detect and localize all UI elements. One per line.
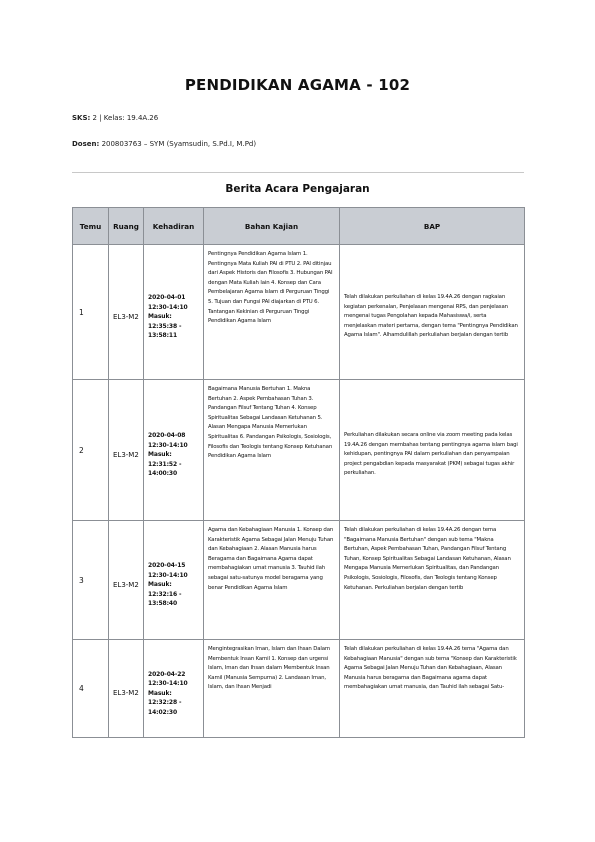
temu-cell: 2 [73,380,109,521]
table-row [73,640,525,738]
bahan-cell: Mengintegrasikan Iman, Islam dan Ihsan Dalam Membentuk Insan Kamil 1. Konsep dan urgensi Islam, Iman dan Ihsan dalam Membentuk Insan Kamil (Manusia Sempurna) 2. Landasan Iman, Islam, dan Ihsan Menjadi [204,640,340,738]
temu-cell: 3 [73,521,109,640]
kehadiran-cell: 2020-04-22 12:30-14:10 Masuk: 12:32:28 - 14:02:30 [144,640,204,738]
bap-cell: Perkuliahan dilakukan secara online via zoom meeting pada kelas 19.4A.26 dengan membahas tentang pentingnya agama islam bagi kehidupan, pentingnya PAI dalam perkuliahan dan penyampaian project pengabdian kepada masyarakat (PKM) sebagai tugas akhir perkuliahan. [340,380,525,521]
sks-line [72,114,158,122]
bahan-cell: Agama dan Kebahagiaan Manusia 1. Konsep dan Karakteristik Agama Sebagai Jalan Menuju Tuhan dan Kebahagiaan 2. Alasan Manusia harus Beragama dan Bagaimana Agama dapat membahagiakan umat manusia 3. Tauhid ilah sebagai satu-satunya model beragama yang benar Pendidikan Agama Islam [204,521,340,640]
table-row [73,380,525,521]
bap-cell: Telah dilakukan perkuliahan di kelas 19.4A.26 dengan ragkaian kegiatan perkenalan, Penjelasan mengenai RPS, dan penjelasan mengenai tugas Pengolahan kepada Mahasiswa/i, serta menjelaskan materi pertama, dengan tema "Pentingnya Pendidikan Agama Islam". Alhamdulillah perkuliahan berjalan dengan tertib [340,245,525,380]
dosen-value: 200803763 – SYM (Syamsudin, S.Pd.I, M.Pd) [101,140,257,148]
header-temu: Temu [73,208,109,245]
bahan-cell: Pentingnya Pendidikan Agama Islam 1. Pentingnya Mata Kuliah PAI di PTU 2. PAI ditinjau dari Aspek Historis dan Filosofis 3. Hubungan PAI dengan Mata Kuliah lain 4. Konsep dan Cara Pembelajaran Agama Islam di Perguruan Tinggi 5. Tujuan dan Fungsi PAI diajarkan di PTU 6. Tantangan Kekinian di Perguruan Tinggi Pendidikan Agama Islam [204,245,340,380]
dosen-line [72,140,256,148]
dosen-label: Dosen: [72,140,100,148]
sks-value: 2 | Kelas: 19.4A.26 [92,114,159,122]
header-kehadiran: Kehadiran [144,208,204,245]
kehadiran-cell: 2020-04-08 12:30-14:10 Masuk: 12:31:52 - 14:00:30 [144,380,204,521]
ruang-cell: EL3-M2 [109,245,144,380]
ruang-cell: EL3-M2 [109,380,144,521]
ruang-cell: EL3-M2 [109,521,144,640]
kehadiran-cell: 2020-04-01 12:30-14:10 Masuk: 12:35:38 - 13:58:11 [144,245,204,380]
bap-table [72,207,525,738]
divider [72,172,524,173]
header-bahan-kajian: Bahan Kajian [204,208,340,245]
bap-cell: Telah dilakukan perkuliahan di kelas 19.4A.26 dengan tema "Bagaimana Manusia Bertuhan" dengan sub tema "Makna Bertuhan, Aspek Pembahasan Tuhan, Pandangan Filsuf Tentang Tuhan, Konsep Spiritualitas Sebagai Landasan Ketuhanan, Alasan Mengapa Manusia Memerlukan Spiritualitas, dan Pandangan Psikologis, Sosiologis, Filosofis, dan Teologis tentang Konsep Ketuhanan. Perkuliahan berjalan dengan tertib [340,521,525,640]
header-ruang: Ruang [109,208,144,245]
course-title: PENDIDIKAN AGAMA - 102 [184,76,411,94]
bahan-cell: Bagaimana Manusia Bertuhan 1. Makna Bertuhan 2. Aspek Pembahasan Tuhan 3. Pandangan Filsuf Tentang Tuhan 4. Konsep Spiritualitas Sebagai Landasan Ketuhanan 5. Alasan Mengapa Manusia Memerlukan Spiritualitas 6. Pandangan Psikologis, Sosiologis, Filosofis dan Teologis tentang Konsep Ketuhanan Pendidikan Agama Islam [204,380,340,521]
temu-cell: 1 [73,245,109,380]
table-header-row [73,208,525,245]
temu-cell: 4 [73,640,109,738]
table-row [73,245,525,380]
kehadiran-cell: 2020-04-15 12:30-14:10 Masuk: 12:32:16 - 13:58:40 [144,521,204,640]
ruang-cell: EL3-M2 [109,640,144,738]
header-bap: BAP [340,208,525,245]
bap-cell: Telah dilakukan perkuliahan di kelas 19.4A.26 tema "Agama dan Kebahagiaan Manusia" dengan sub tema "Konsep dan Karakteristik Agama Sebagai Jalan Menuju Tuhan dan Kebahagiaan, Alasan Manusia harus beragama dan Bagaimana agama dapat membahagiakan umat manusia, dan Tauhid ilah sebagai Satu- [340,640,525,738]
section-title: Berita Acara Pengajaran [225,183,370,195]
sks-label: SKS: [72,114,91,122]
table-row [73,521,525,640]
